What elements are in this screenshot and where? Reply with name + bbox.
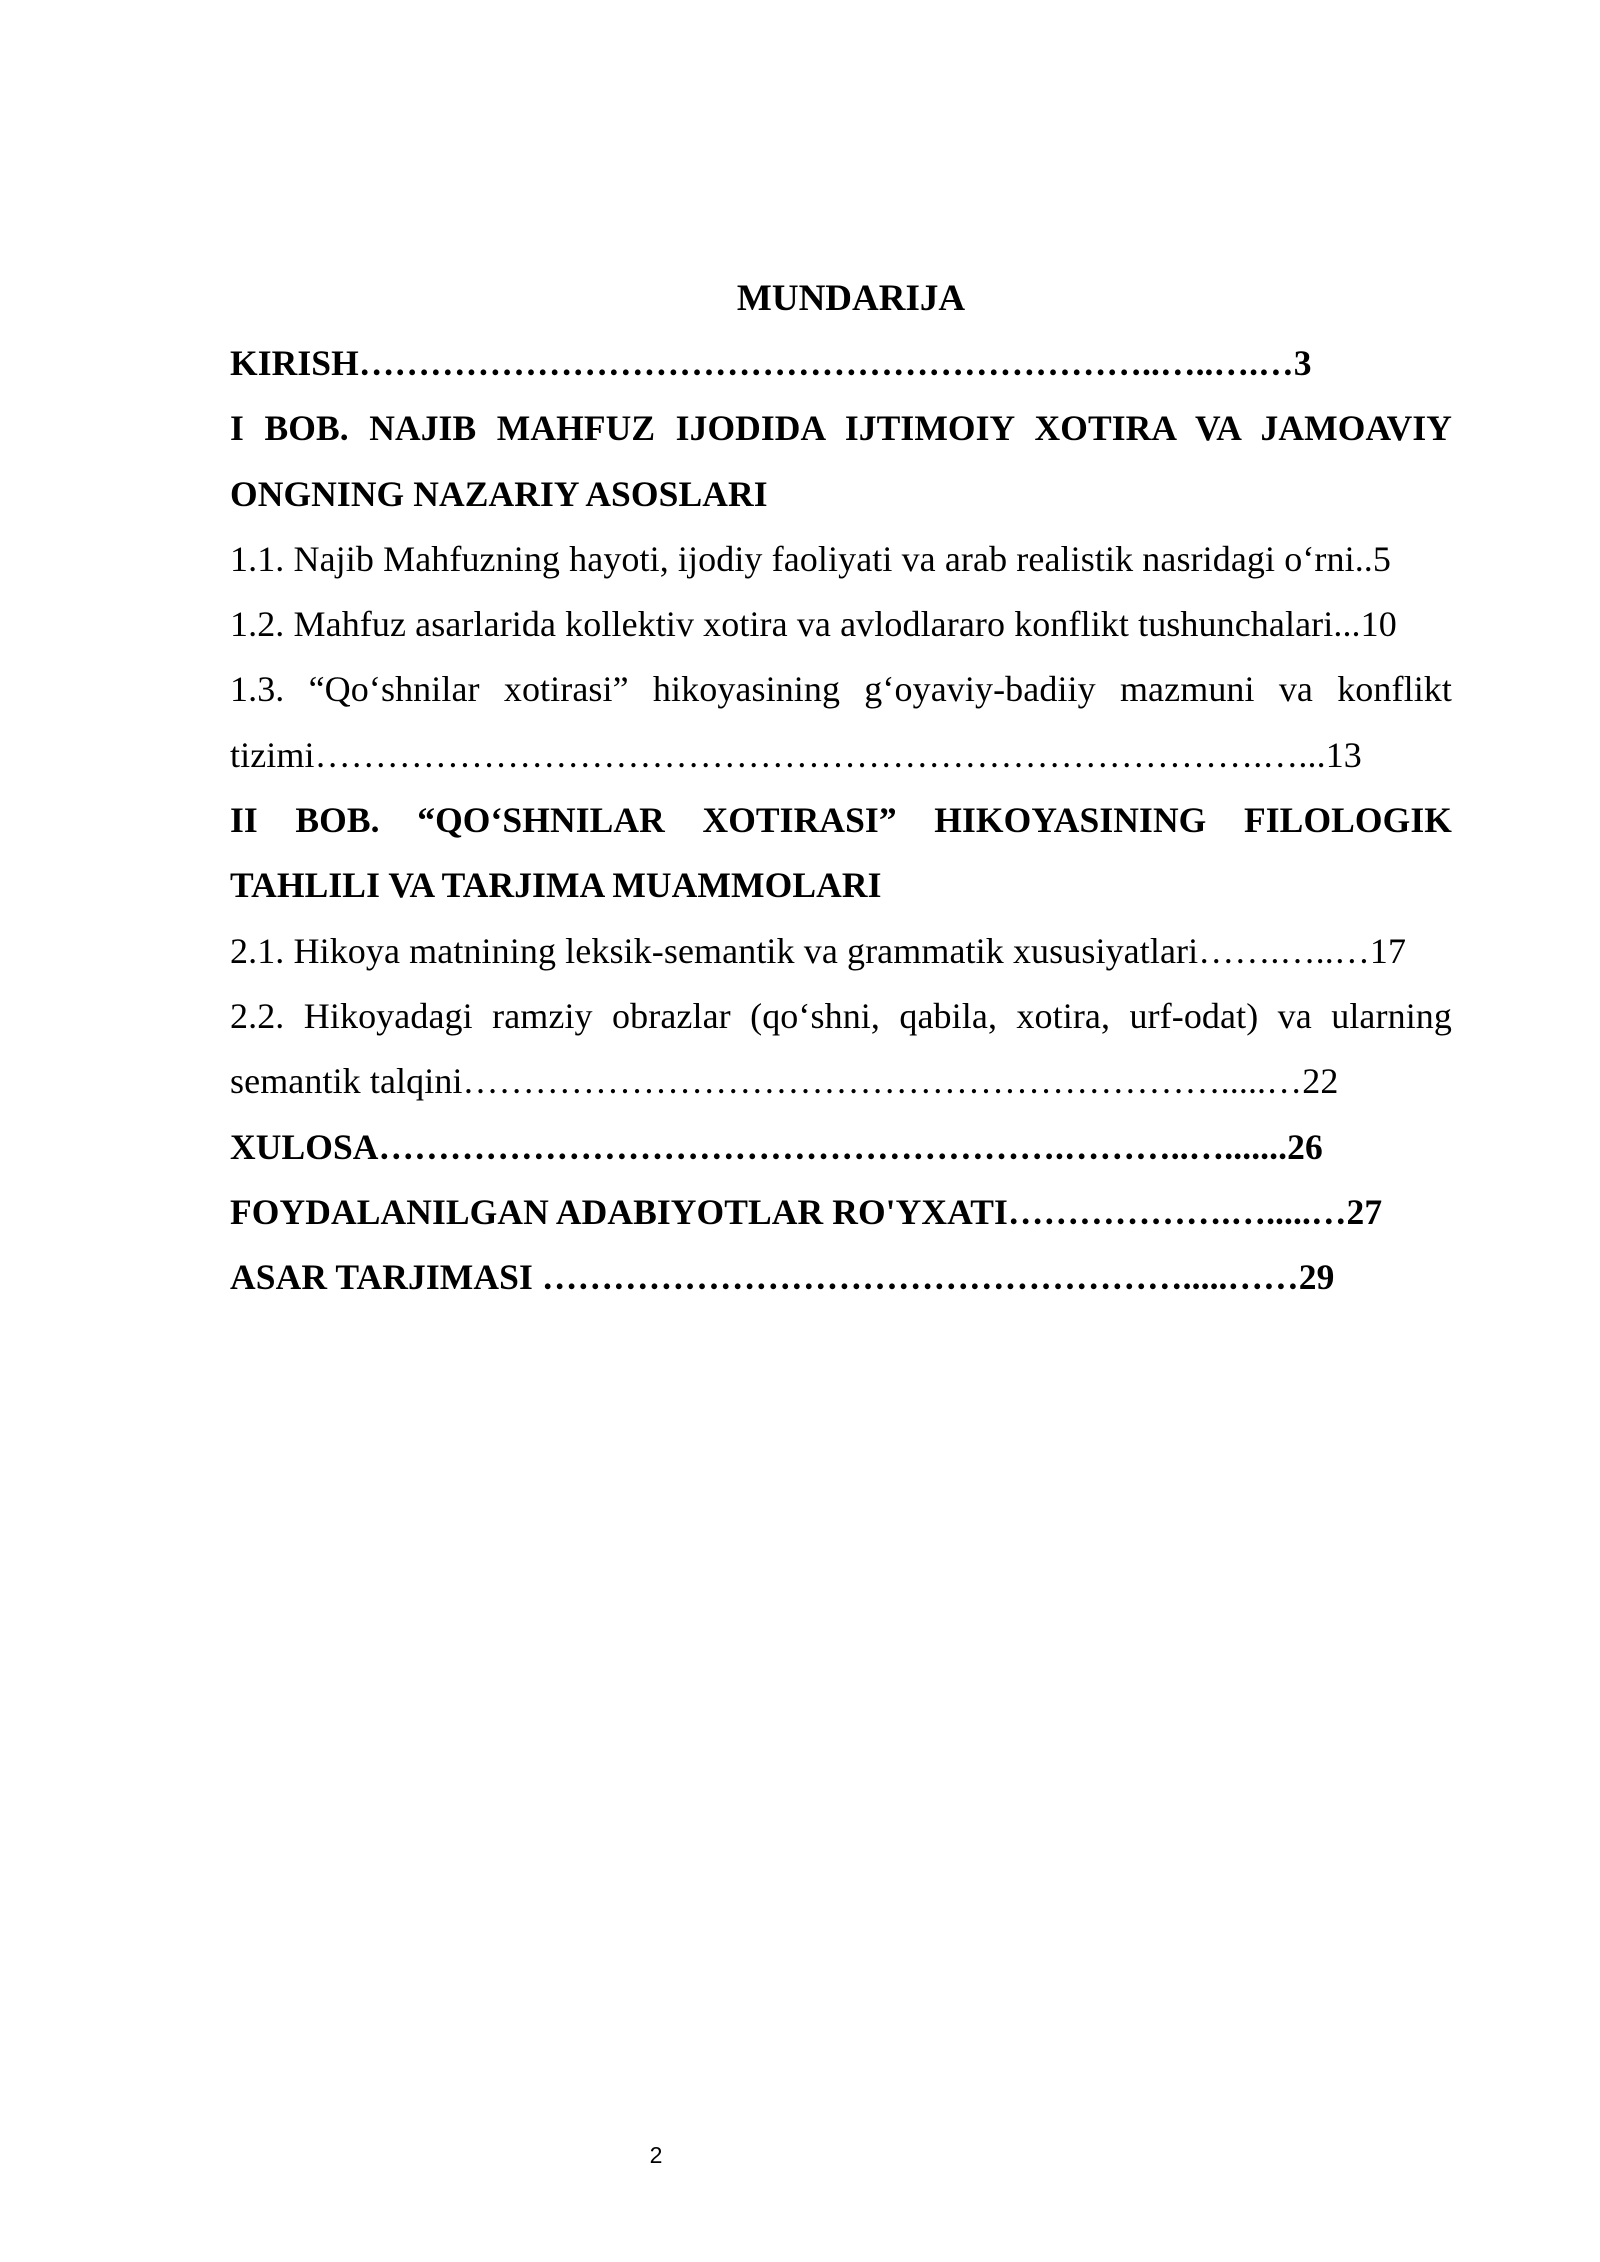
toc-chapter-2-heading-line-2: TAHLILI VA TARJIMA MUAMMOLARI [230, 865, 882, 906]
toc-entry-2-1: 2.1. Hikoya matnining leksik-semantik va grammatik xususiyatlari…….…..…17 [230, 930, 1407, 971]
toc-title: MUNDARIJA [736, 278, 966, 319]
toc-entry-2-2-line-1: 2.2. Hikoyadagi ramziy obrazlar (qo‘shni, qabila, xotira, urf-odat) va ularning [230, 995, 1452, 1036]
toc-entry-1-2: 1.2. Mahfuz asarlarida kollektiv xotira va avlodlararo konflikt tushunchalari...10 [230, 604, 1397, 645]
toc-entry-2-2-line-2: semantik talqini……………………………………………………….....…22 [230, 1061, 1339, 1102]
toc-entry-1-3-line-2: tizimi…………………………………………………………………….…...13 [230, 734, 1362, 775]
toc-entry-1-3-line-1: 1.3. “Qo‘shnilar xotirasi” hikoyasining g‘oyaviy-badiiy mazmuni va konflikt [230, 669, 1452, 710]
table-of-contents [230, 266, 1452, 1310]
toc-entry-xulosa: XULOSA………………………………………………….………..….......26 [230, 1126, 1323, 1167]
toc-entry-1-1: 1.1. Najib Mahfuzning hayoti, ijodiy faoliyati va arab realistik nasridagi o‘rni..5 [230, 538, 1392, 579]
toc-entry-bibliography: FOYDALANILGAN ADABIYOTLAR RO'YXATI……………….….....…27 [230, 1191, 1383, 1232]
toc-entry-kirish: KIRISH…………………………………………………………..…..….…3 [230, 343, 1312, 383]
toc-chapter-2-heading-line-1: II BOB. “QO‘SHNILAR XOTIRASI” HIKOYASINING FILOLOGIK [230, 800, 1452, 841]
toc-chapter-1-heading-line-2: ONGNING NAZARIY ASOSLARI [230, 473, 768, 514]
toc-entry-translation: ASAR TARJIMASI ……………………………………………….....……29 [230, 1257, 1335, 1298]
page-number: 2 [649, 2142, 663, 2168]
toc-chapter-1-heading-line-1: I BOB. NAJIB MAHFUZ IJODIDA IJTIMOIY XOTIRA VA JAMOAVIY [230, 408, 1452, 449]
